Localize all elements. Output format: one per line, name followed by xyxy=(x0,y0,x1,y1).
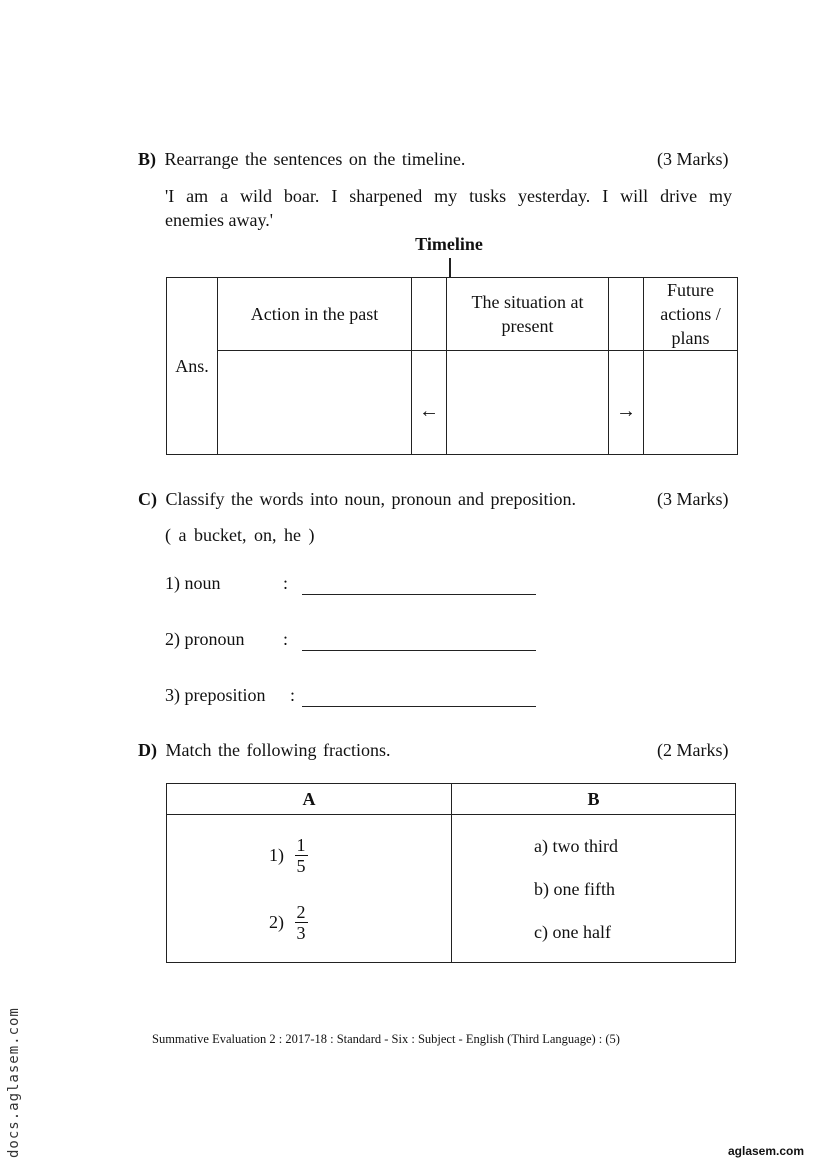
classify-item-preposition xyxy=(165,685,266,706)
section-d-marks: (2 Marks) xyxy=(657,740,729,760)
fraction-item xyxy=(269,902,308,943)
match-option: a) two third xyxy=(534,836,618,856)
fraction-index: 2) xyxy=(269,912,284,932)
col-present-header: The situation at present xyxy=(447,278,609,351)
corner-brand[interactable]: aglasem.com xyxy=(728,1144,805,1158)
answer-line-noun[interactable] xyxy=(302,574,536,595)
page-footer: Summative Evaluation 2 : 2017-18 : Standard - Six : Subject - English (Third Language) : (5) xyxy=(152,1032,620,1046)
section-c-marks: (3 Marks) xyxy=(657,489,729,509)
section-d-question: Match the following fractions. xyxy=(165,740,391,760)
fraction-denominator: 3 xyxy=(296,923,306,943)
fraction-item xyxy=(269,835,308,876)
spacer-header-2 xyxy=(609,278,644,351)
answer-line-pronoun[interactable] xyxy=(302,630,536,651)
section-c-label: C) xyxy=(138,489,157,509)
right-arrow-cell xyxy=(609,351,644,455)
left-arrow-icon: ← xyxy=(419,399,439,422)
section-b-quote-line-2: enemies away.' xyxy=(165,210,274,230)
column-b-header: B xyxy=(452,784,736,815)
ans-cell xyxy=(167,278,218,455)
section-c-question: Classify the words into noun, pronoun and preposition. xyxy=(165,489,576,509)
match-table xyxy=(166,783,736,963)
side-watermark: docs.aglasem.com xyxy=(6,1007,22,1158)
classify-item-label: 1) noun xyxy=(165,573,221,593)
classify-item-noun xyxy=(165,573,221,594)
left-arrow-cell xyxy=(412,351,447,455)
ans-label: Ans. xyxy=(175,356,209,376)
section-c-words: ( a bucket, on, he ) xyxy=(165,525,315,545)
match-option: c) one half xyxy=(534,922,611,942)
answer-present-cell[interactable] xyxy=(447,351,609,455)
spacer-header-1 xyxy=(412,278,447,351)
answer-future-cell[interactable] xyxy=(644,351,738,455)
col-future-header: Future actions / plans xyxy=(644,278,738,351)
column-a-header: A xyxy=(167,784,452,815)
column-b-cell xyxy=(452,815,736,963)
column-a-cell xyxy=(167,815,452,963)
fraction-numerator: 1 xyxy=(296,835,306,855)
fraction-denominator: 5 xyxy=(296,856,306,876)
classify-colon: : xyxy=(283,573,289,593)
section-c-heading xyxy=(138,489,658,510)
section-b-label: B) xyxy=(138,149,156,169)
fraction xyxy=(295,902,308,943)
classify-item-label: 2) pronoun xyxy=(165,629,245,649)
section-b-marks: (3 Marks) xyxy=(657,149,729,169)
section-d-label: D) xyxy=(138,740,157,760)
classify-item-pronoun xyxy=(165,629,245,650)
fraction xyxy=(295,835,308,876)
section-b-heading xyxy=(138,149,738,170)
section-b-question: Rearrange the sentences on the timeline. xyxy=(164,149,466,169)
classify-colon: : xyxy=(283,629,289,649)
timeline-tick xyxy=(449,258,451,277)
fraction-numerator: 2 xyxy=(296,902,306,922)
answer-past-cell[interactable] xyxy=(218,351,412,455)
col-past-header: Action in the past xyxy=(218,278,412,351)
timeline-table xyxy=(166,277,738,455)
match-option: b) one fifth xyxy=(534,879,615,899)
section-d-heading xyxy=(138,740,638,761)
section-b-quote-line-1: 'I am a wild boar. I sharpened my tusks yesterday. I will drive my xyxy=(165,186,732,206)
fraction-index: 1) xyxy=(269,845,284,865)
classify-item-label: 3) preposition xyxy=(165,685,266,705)
timeline-title: Timeline xyxy=(415,234,483,254)
classify-colon: : xyxy=(290,685,296,705)
right-arrow-icon: → xyxy=(616,399,636,422)
answer-line-preposition[interactable] xyxy=(302,686,536,707)
